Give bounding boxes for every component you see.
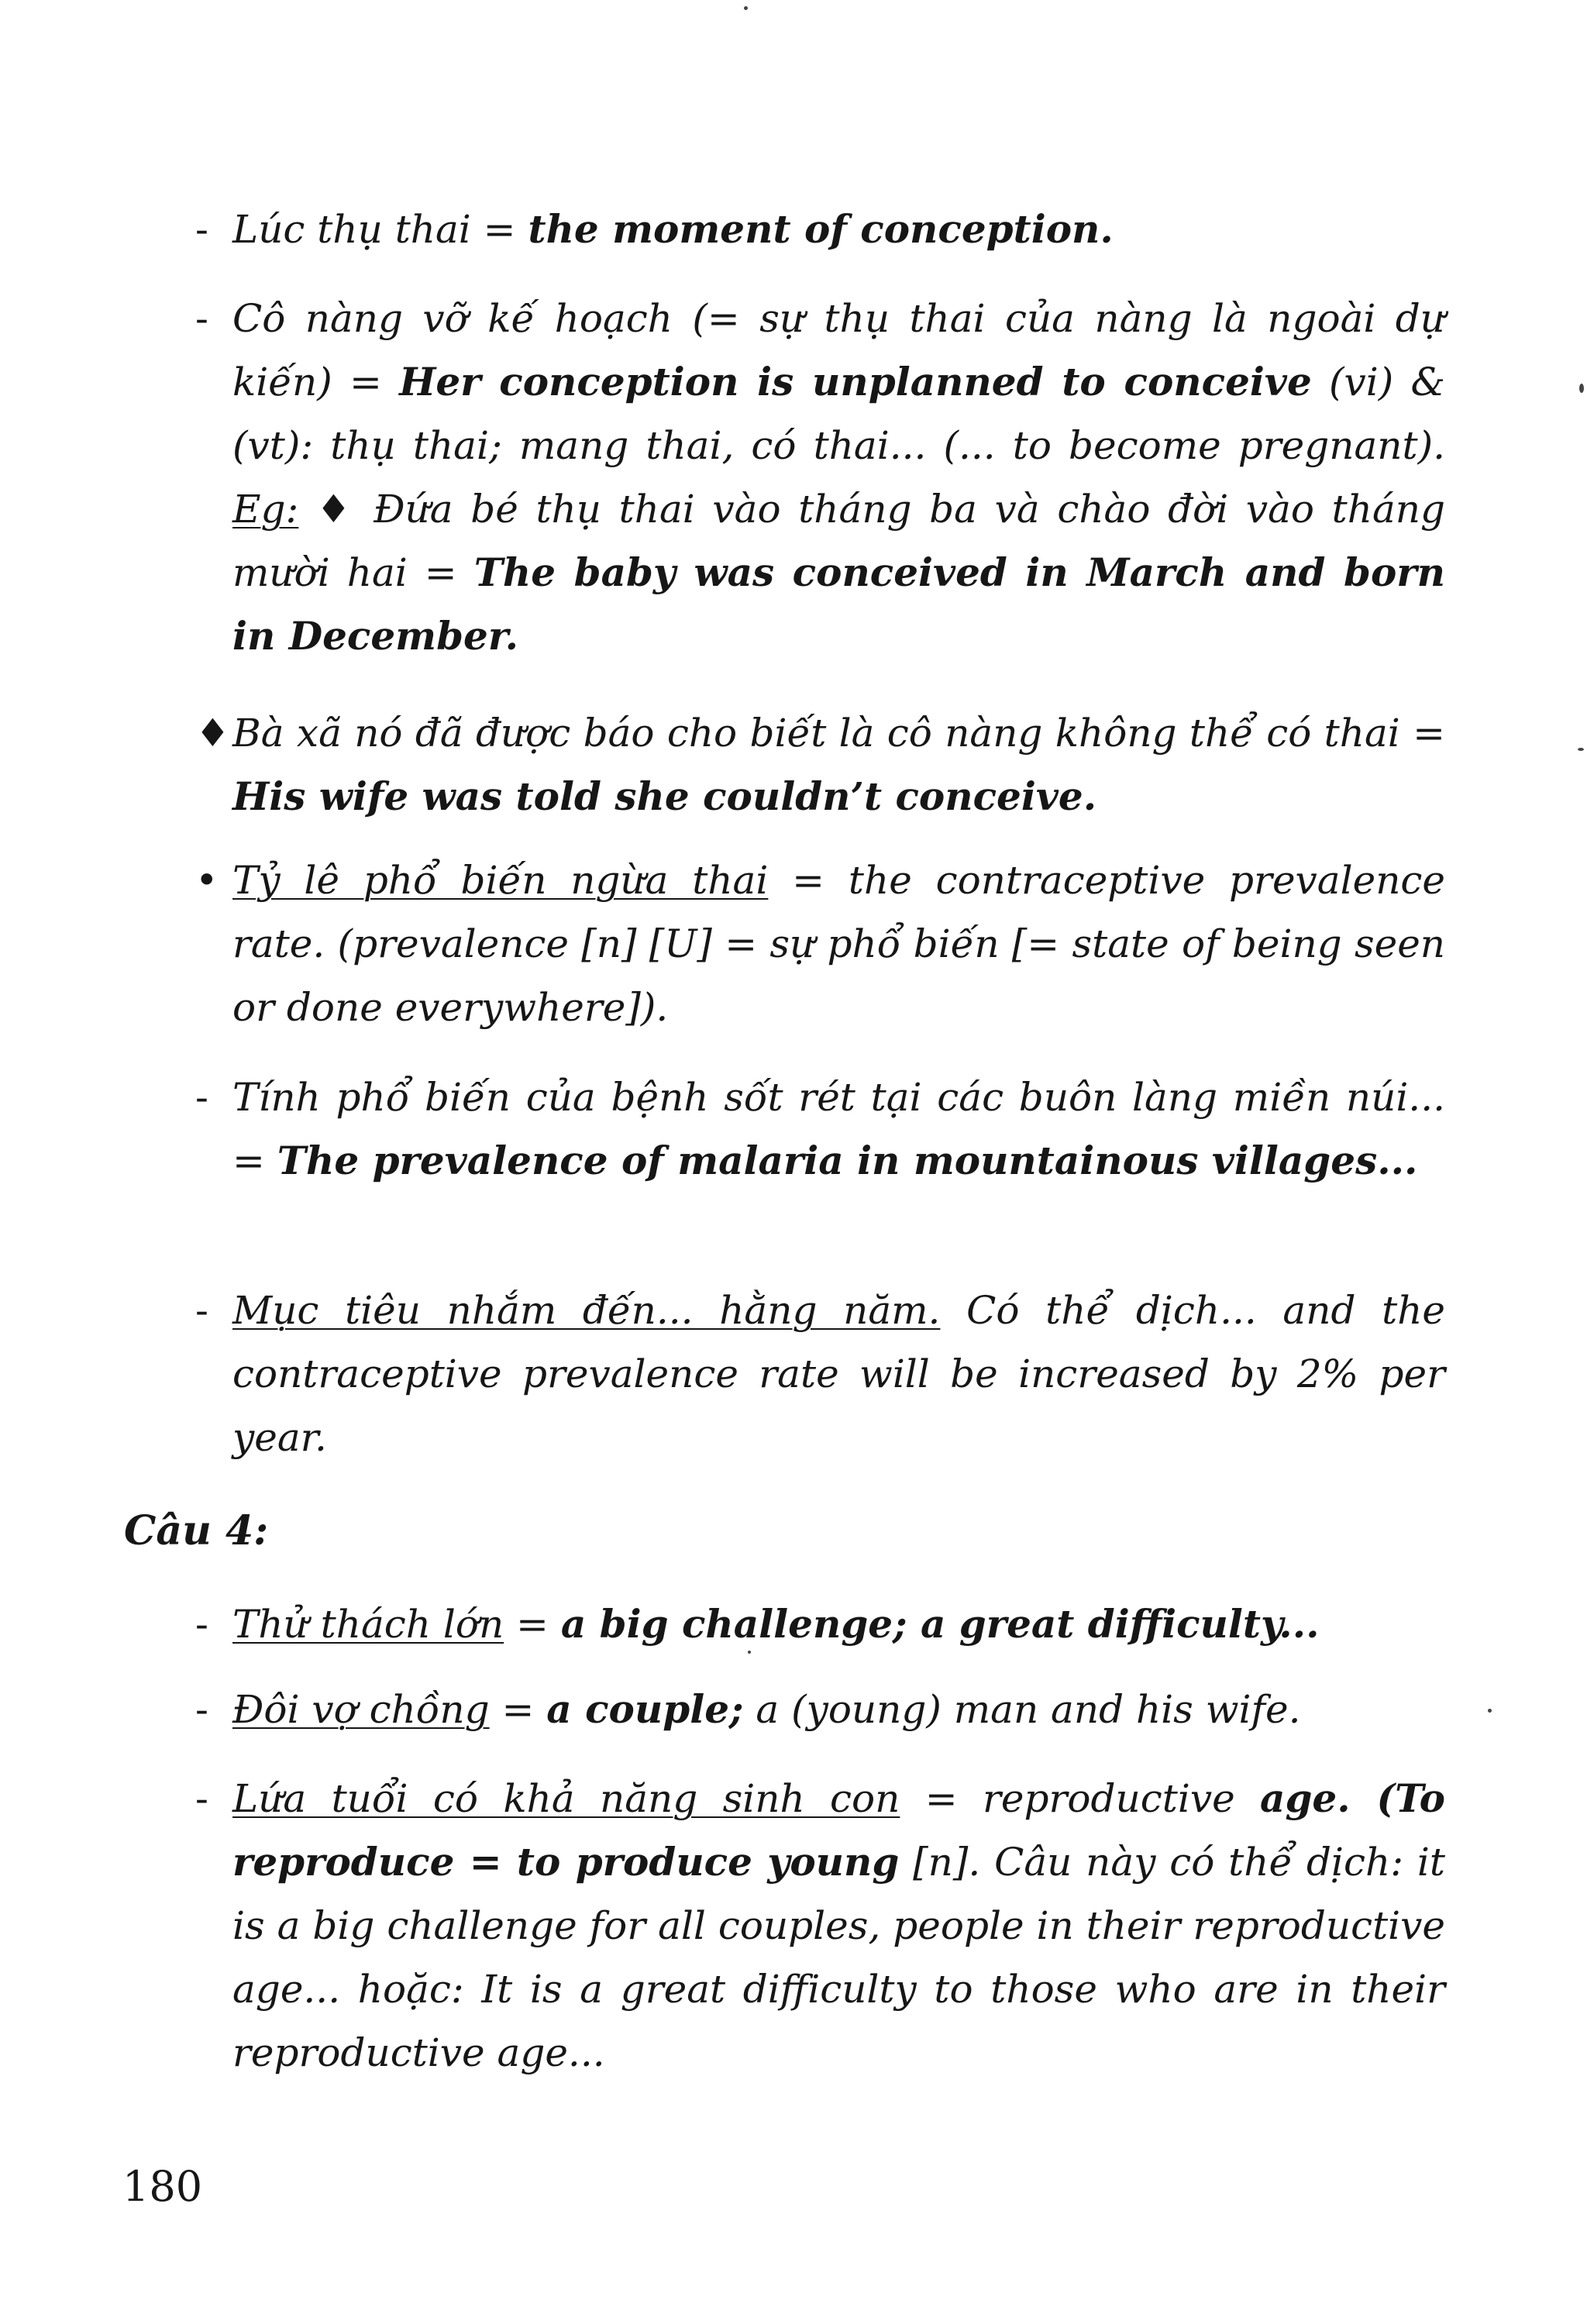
entry-text xyxy=(232,1767,1445,2085)
entry-text xyxy=(232,701,1445,828)
english-phrase: The baby was conceived in March and born in December. xyxy=(232,549,1445,659)
entry-big-challenge xyxy=(195,1592,1445,1656)
bullet-marker: - xyxy=(195,1602,208,1647)
text-segment: = xyxy=(504,1602,561,1647)
bullet-marker: • xyxy=(195,858,219,903)
text-segment: = the contraceptive prevalence rate. (prevalence [n] [U] = sự phổ biến [= state of being seen or done everywhere]). xyxy=(232,858,1445,1030)
bullet-marker: - xyxy=(195,1075,208,1120)
entry-text xyxy=(232,198,1445,261)
bullet-marker: - xyxy=(195,1687,208,1732)
scan-speck xyxy=(748,1651,751,1654)
vietnamese-term: Eg: xyxy=(232,487,299,532)
entry-text xyxy=(232,1066,1445,1193)
english-phrase: Her conception is unplanned to conceive xyxy=(399,359,1312,405)
entry-text xyxy=(232,287,1445,668)
english-phrase: a couple; xyxy=(546,1686,744,1732)
entry-reproductive-age xyxy=(195,1767,1446,2085)
bullet-marker: ♦ xyxy=(195,711,230,756)
text-segment: (vi) & (vt): thụ thai; mang thai, có thai... (... to become pregnant). xyxy=(232,360,1445,468)
entry-couple xyxy=(195,1678,1445,1741)
bullet-marker: - xyxy=(195,1288,208,1333)
scan-speck xyxy=(1579,384,1584,393)
bullet-marker: - xyxy=(195,296,208,341)
vietnamese-term: Mục tiêu nhắm đến... hằng năm. xyxy=(232,1288,941,1333)
bullet-marker: - xyxy=(195,207,208,252)
vietnamese-term: Thử thách lớn xyxy=(232,1602,504,1647)
english-phrase: the moment of conception. xyxy=(528,206,1114,252)
entry-prevalence-of-malaria xyxy=(195,1066,1445,1193)
text-segment: ♦ Đứa bé thụ thai vào tháng ba và chào đời vào tháng mười hai = xyxy=(232,487,1445,595)
entry-contraceptive-prevalence xyxy=(195,849,1445,1039)
text-segment: Bà xã nó đã được báo cho biết là cô nàng không thể có thai = xyxy=(232,711,1445,756)
text-segment: = reproductive xyxy=(900,1776,1261,1821)
bullet-marker: - xyxy=(195,1776,208,1821)
text-segment: = xyxy=(489,1687,547,1732)
text-segment: a (young) man and his wife. xyxy=(743,1687,1301,1732)
english-phrase: age. (To reproduce = to produce young xyxy=(232,1775,1445,1885)
english-phrase: a big challenge; a great difficulty... xyxy=(560,1601,1320,1647)
text-segment: Cô nàng vỡ kế hoạch (= sự thụ thai của nàng là ngoài dự kiến) = xyxy=(232,296,1445,405)
entry-text xyxy=(232,1592,1445,1656)
scan-speck xyxy=(1578,748,1584,751)
english-phrase: His wife was told she couldn’t conceive. xyxy=(232,773,1097,819)
scan-speck xyxy=(744,6,748,10)
text-segment: Tính phổ biến của bệnh sốt rét tại các buôn làng miền núi... = xyxy=(232,1075,1445,1183)
vietnamese-term: Tỷ lê phổ biến ngừa thai xyxy=(232,858,769,903)
text-segment: [n]. Câu này có thể dịch: it is a big challenge for all couples, people in their reproductive age... hoặc: It is a great difficulty to those who are in their reproductive age... xyxy=(232,1840,1446,2075)
english-phrase: The prevalence of malaria in mountainous villages... xyxy=(277,1138,1418,1183)
text-segment: Lúc thụ thai = xyxy=(232,207,528,252)
page-number: 180 xyxy=(122,2162,203,2211)
entry-unplanned-conception xyxy=(195,287,1445,668)
entry-text xyxy=(232,1279,1445,1469)
entry-text xyxy=(232,1678,1445,1741)
entry-wife-couldnt-conceive xyxy=(195,701,1445,828)
vietnamese-term: Đôi vợ chồng xyxy=(232,1687,490,1732)
entry-annual-target xyxy=(195,1279,1446,1469)
entry-text xyxy=(232,849,1445,1039)
entry-moment-of-conception xyxy=(195,198,1445,261)
text-segment: Có thể dịch... and the contraceptive prevalence rate will be increased by 2% per year. xyxy=(232,1288,1446,1460)
section-heading: Câu 4: xyxy=(124,1507,269,1554)
vietnamese-term: Lứa tuổi có khả năng sinh con xyxy=(232,1776,900,1821)
scan-speck xyxy=(1488,1709,1492,1713)
